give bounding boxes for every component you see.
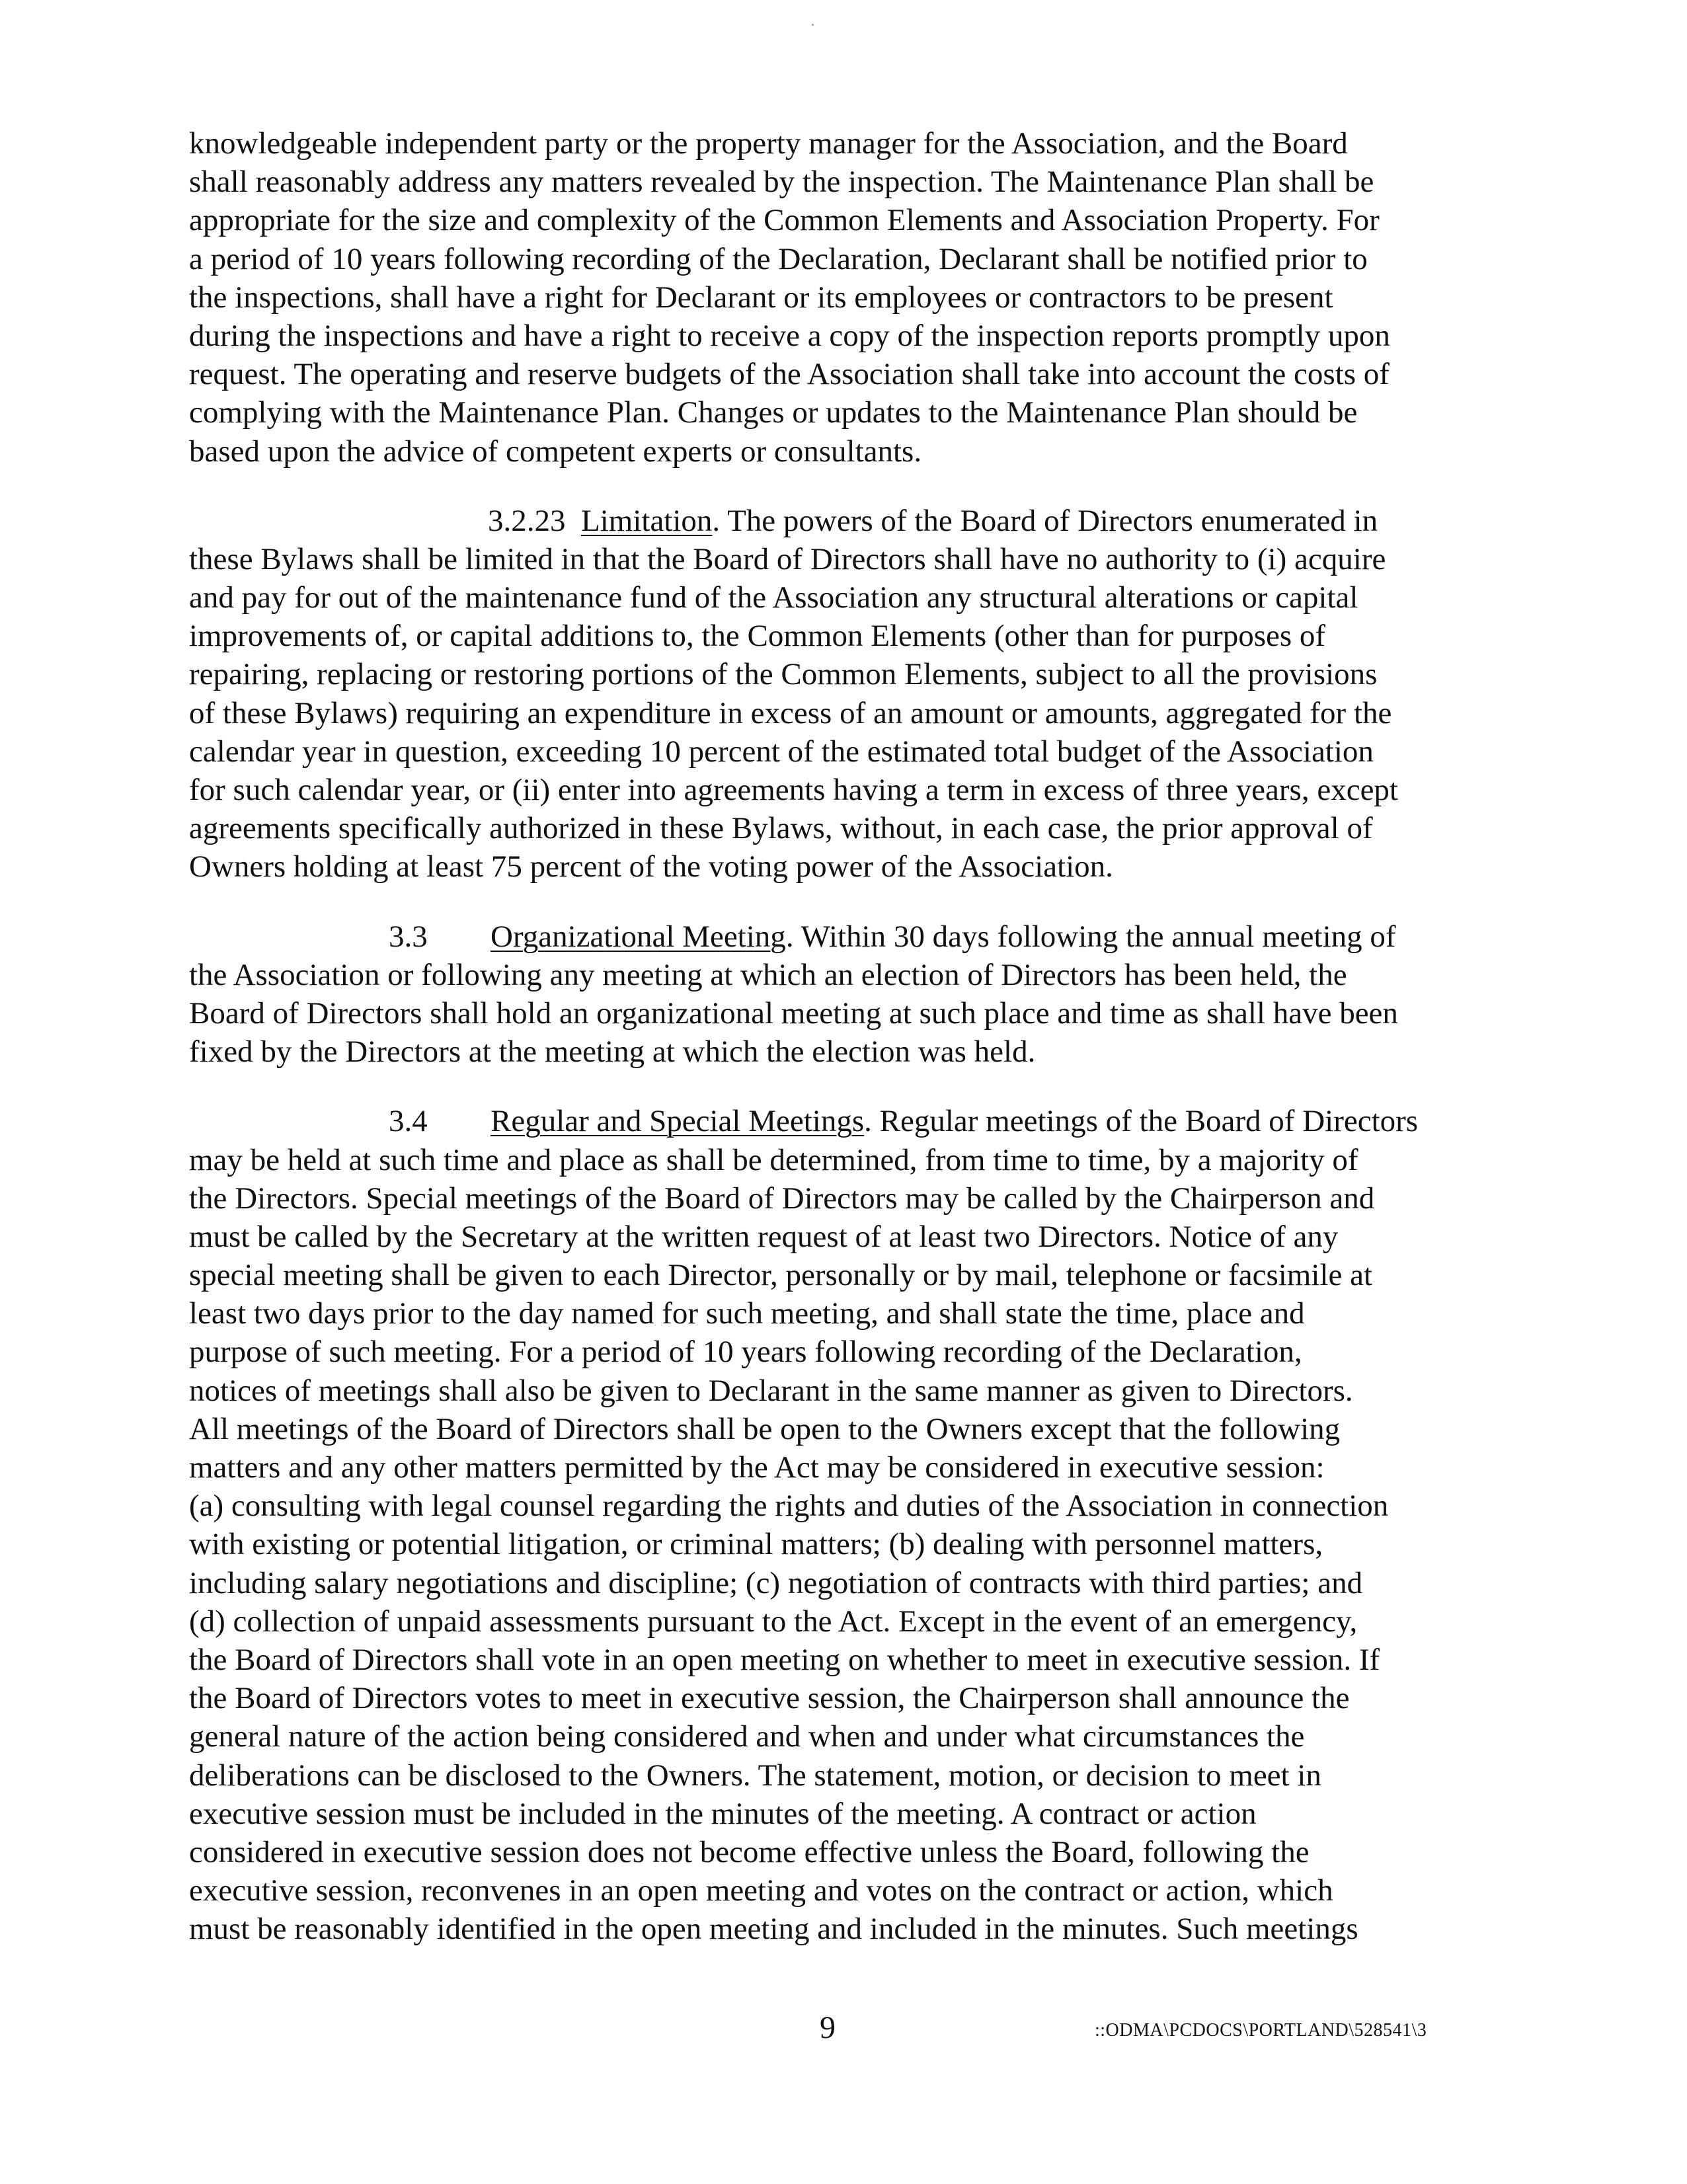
text-line: Board of Directors shall hold an organizational meeting at such place and time as shall have been xyxy=(189,995,1398,1031)
text-line: request. The operating and reserve budgets of the Association shall take into account the costs of xyxy=(189,357,1390,392)
section-number: 3.3 xyxy=(389,919,428,954)
paragraph-gap xyxy=(189,886,1482,917)
document-body xyxy=(189,124,1482,1948)
text-line: purpose of such meeting. For a period of 10 years following recording of the Declaration, xyxy=(189,1335,1302,1370)
section-number: 3.2.23 xyxy=(488,503,566,538)
text-line: repairing, replacing or restoring portions of the Common Elements, subject to all the provisions xyxy=(189,657,1378,692)
text-line: general nature of the action being considered and when and under what circumstances the xyxy=(189,1719,1305,1754)
text-line: the Directors. Special meetings of the Board of Directors may be called by the Chairperson and xyxy=(189,1181,1375,1216)
section-3-4-heading xyxy=(189,1102,1482,1140)
text-line: appropriate for the size and complexity of the Common Elements and Association Property. For xyxy=(189,203,1380,238)
text-line: these Bylaws shall be limited in that the Board of Directors shall have no authority to (i) acquire xyxy=(189,541,1386,576)
text-line: considered in executive session does not become effective unless the Board, following the xyxy=(189,1834,1310,1869)
text-line: must be called by the Secretary at the written request of at least two Directors. Notice of any xyxy=(189,1219,1339,1254)
text-line: must be reasonably identified in the open meeting and included in the minutes. Such meetings xyxy=(189,1912,1358,1947)
paragraph-gap xyxy=(189,1071,1482,1102)
section-title: Limitation xyxy=(581,503,713,538)
text-line: shall reasonably address any matters revealed by the inspection. The Maintenance Plan shall be xyxy=(189,165,1374,200)
text-line: All meetings of the Board of Directors shall be open to the Owners except that the following xyxy=(189,1411,1341,1446)
text-line: of these Bylaws) requiring an expenditure in excess of an amount or amounts, aggregated for the xyxy=(189,695,1392,730)
text-line: matters and any other matters permitted by the Act may be considered in executive session: xyxy=(189,1450,1325,1485)
text-line: may be held at such time and place as shall be determined, from time to time, by a majority of xyxy=(189,1142,1358,1177)
text-line: with existing or potential litigation, or criminal matters; (b) dealing with personnel matters, xyxy=(189,1527,1323,1562)
document-path: ::ODMA\PCDOCS\PORTLAND\528541\3 xyxy=(1095,2020,1427,2041)
section-3-3-heading xyxy=(189,917,1482,956)
text-line: executive session must be included in the minutes of the meeting. A contract or action xyxy=(189,1796,1257,1831)
text-line: deliberations can be disclosed to the Owners. The statement, motion, or decision to meet in xyxy=(189,1758,1321,1793)
text-line: and pay for out of the maintenance fund of the Association any structural alterations or capital xyxy=(189,580,1358,615)
text-line: knowledgeable independent party or the property manager for the Association, and the Board xyxy=(189,126,1348,161)
section-3-2-23-heading xyxy=(189,502,1482,540)
text-line: a period of 10 years following recording of the Declaration, Declarant shall be notified prior to xyxy=(189,241,1368,276)
text-line: calendar year in question, exceeding 10 percent of the estimated total budget of the Association xyxy=(189,734,1374,769)
section-lead-text: . Regular meetings of the Board of Directors xyxy=(864,1104,1419,1139)
section-title: Regular and Special Meetings xyxy=(490,1104,865,1139)
text-line: agreements specifically authorized in these Bylaws, without, in each case, the prior approval of xyxy=(189,811,1373,846)
text-line: complying with the Maintenance Plan. Changes or updates to the Maintenance Plan should be xyxy=(189,395,1358,430)
text-line: the inspections, shall have a right for Declarant or its employees or contractors to be present xyxy=(189,280,1333,315)
section-number: 3.4 xyxy=(389,1104,428,1139)
text-line: special meeting shall be given to each Director, personally or by mail, telephone or facsimile at xyxy=(189,1258,1373,1293)
page-number: 9 xyxy=(820,2010,836,2045)
text-line: for such calendar year, or (ii) enter into agreements having a term in excess of three years, except xyxy=(189,773,1398,807)
scan-speck xyxy=(812,24,814,26)
text-line: the Board of Directors shall vote in an open meeting on whether to meet in executive session. If xyxy=(189,1642,1380,1677)
text-line: (d) collection of unpaid assessments pursuant to the Act. Except in the event of an emergency, xyxy=(189,1604,1358,1639)
text-line: least two days prior to the day named for such meeting, and shall state the time, place and xyxy=(189,1296,1305,1331)
section-title: Organizational Meeting xyxy=(490,919,786,954)
text-line: the Association or following any meeting at which an election of Directors has been held, the xyxy=(189,957,1347,992)
text-line: including salary negotiations and discipline; (c) negotiation of contracts with third parties; and xyxy=(189,1565,1363,1600)
text-line: notices of meetings shall also be given to Declarant in the same manner as given to Directors. xyxy=(189,1373,1353,1408)
text-line: fixed by the Directors at the meeting at which the election was held. xyxy=(189,1034,1036,1070)
section-lead-text: . Within 30 days following the annual meeting of xyxy=(785,919,1396,954)
text-line: (a) consulting with legal counsel regarding the rights and duties of the Association in connection xyxy=(189,1489,1389,1524)
text-line: based upon the advice of competent experts or consultants. xyxy=(189,434,922,469)
text-line: the Board of Directors votes to meet in executive session, the Chairperson shall announce the xyxy=(189,1681,1350,1716)
text-line: executive session, reconvenes in an open meeting and votes on the contract or action, which xyxy=(189,1873,1333,1908)
section-lead-text: . The powers of the Board of Directors enumerated in xyxy=(712,503,1378,538)
text-line: improvements of, or capital additions to, the Common Elements (other than for purposes of xyxy=(189,619,1326,654)
text-line: Owners holding at least 75 percent of the voting power of the Association. xyxy=(189,849,1113,884)
text-line: during the inspections and have a right to receive a copy of the inspection reports promptly upon xyxy=(189,318,1390,353)
paragraph-gap xyxy=(189,471,1482,502)
